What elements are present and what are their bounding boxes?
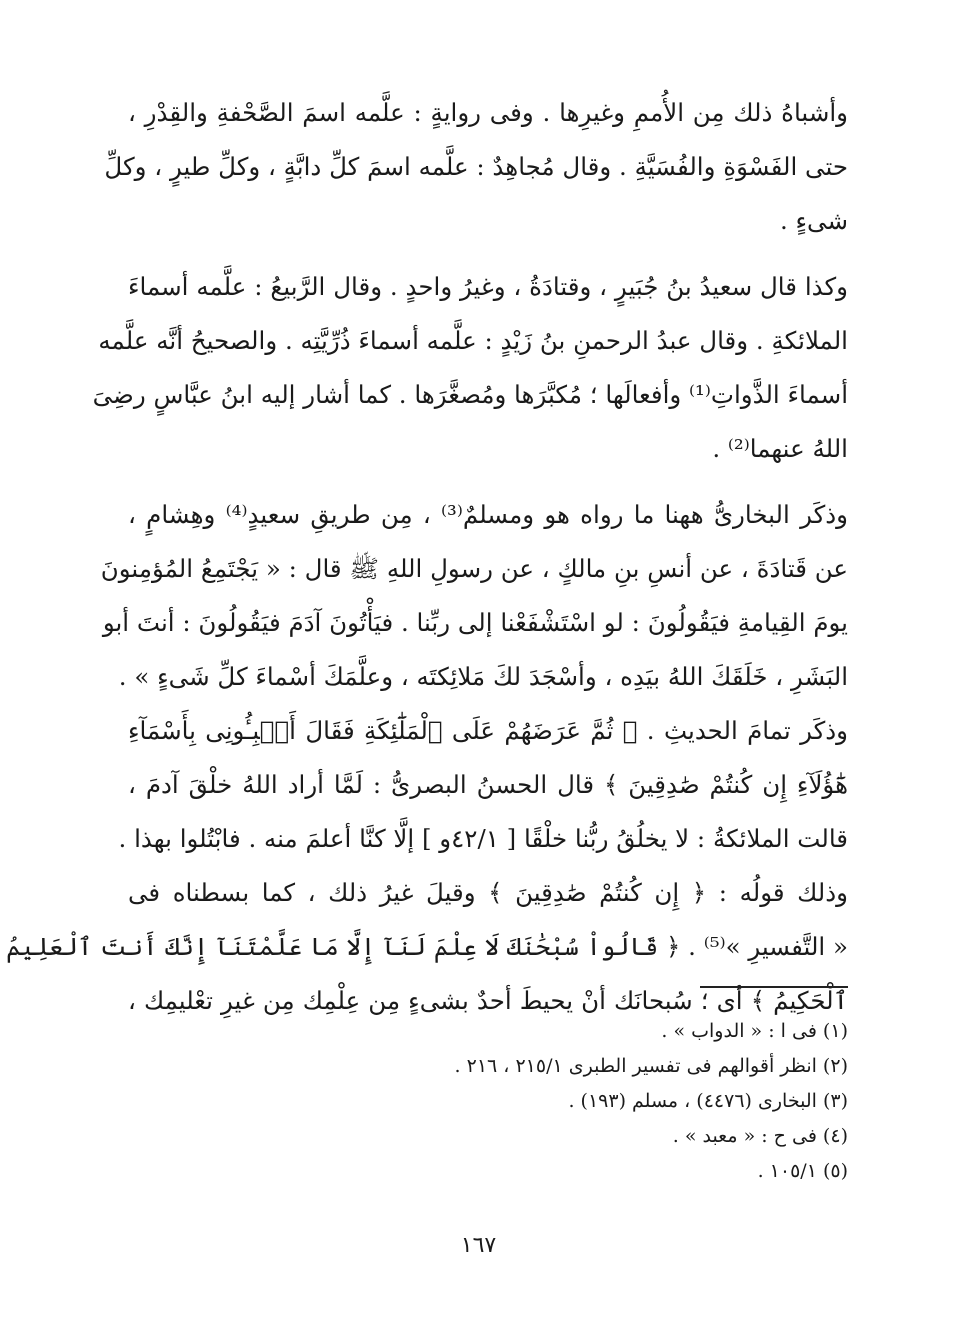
text-line: قالت الملائكةُ : لا يخلُقُ ربُّنا خلْقًا [ ٤٢/١و ] إلَّا كنَّا أعلمَ منه . فابْتُلوا بهذا . (118, 824, 848, 853)
text-line: « التَّفسيرِ »⁽⁵⁾ . ﴿ قَالُواْ سُبْحَٰنَكَ لَا عِلْمَ لَنَآ إِلَّا مَا عَلَّمْتَنَآ إِنَّكَ أَنتَ ٱلْعَلِيمُ (6, 932, 848, 961)
text-line: شىءٍ . (779, 206, 848, 235)
footnote: (١) فى ا : « الدواب » . (661, 1020, 848, 1042)
text-line: وذكَر تمامَ الحديثِ . ﴿ ثُمَّ عَرَضَهُمْ عَلَى ٱلْمَلَٰٓئِكَةِ فَقَالَ أَنۢبِـُٔونِى بِأَسْمَآءِ (128, 716, 848, 745)
footnotes (300, 1014, 848, 1189)
text-line: اللهُ عنهما⁽²⁾ . (712, 434, 848, 463)
text-line: حتى الفَسْوَةِ والفُسَيَّةِ . وقال مُجاهِدٌ : علَّمه اسمَ كلِّ دابَّةٍ ، وكلِّ طيرٍ ، وكلِّ (104, 152, 848, 181)
footnote: (٢) انظر أقوالهم فى تفسير الطبرى ٢١٥/١ ، ٢١٦ . (454, 1055, 848, 1077)
text-line: البَشَرِ ، خَلَقَكَ اللهُ بيَدِه ، وأسْجَدَ لكَ مَلائِكتَه ، وعلَّمَكَ أسْماءَ كلِّ شَىءٍ » . (118, 662, 848, 691)
text-line: وأشباهُ ذلك مِن الأُممِ وغيرِها . وفى روايةٍ : علَّمه اسمَ الصَّحْفةِ والقِدْرِ ، (128, 98, 848, 127)
footnote-divider (700, 986, 848, 988)
footnote: (٣) البخارى (٤٤٧٦) ، مسلم (١٩٣) . (568, 1090, 848, 1112)
paragraph-gap (128, 476, 848, 488)
text-line: وكذا قال سعيدُ بنُ جُبَيرٍ ، وقتادَةُ ، وغيرُ واحدٍ . وقال الرَّبيعُ : علَّمه أسماءَ (128, 272, 848, 301)
footnote: (٥) ١٠٥/١ . (757, 1160, 848, 1182)
text-line: وذكَر البخارىُّ ههنا ما رواه هو ومسلمٌ⁽³⁾ ، مِن طريقِ سعيدٍ⁽⁴⁾ وهِشامٍ ، (128, 500, 848, 529)
main-text (6, 86, 848, 1028)
paragraph (92, 260, 848, 476)
text-line: الملائكةِ . وقال عبدُ الرحمنِ بنُ زَيْدٍ : علَّمه أسماءَ ذُرِّيَّتِه . والصحيحُ أنَّه علَّمه (98, 326, 848, 355)
text-line: أسماءَ الذَّواتِ⁽¹⁾ وأفعالَها ؛ مُكبَّرَها ومُصغَّرَها . كما أشار إليه ابنُ عبَّاسٍ رضِىَ (92, 380, 848, 409)
text-line: وذلك قولُه : ﴿ إِن كُنتُمْ صَٰدِقِينَ ﴾ وقيلَ غيرُ ذلك ، كما بسطناه فى (128, 878, 848, 907)
paragraph (6, 488, 848, 1028)
page-number: ١٦٧ (460, 1233, 497, 1258)
footnote: (٤) فى ح : « معبد » . (672, 1125, 848, 1147)
paragraph (104, 86, 848, 248)
text-line: هَٰٓؤُلَآءِ إِن كُنتُمْ صَٰدِقِينَ ﴾ قال الحسنُ البصرىُّ : لَمَّا أراد اللهُ خلْقَ آدمَ ، (128, 770, 848, 799)
text-line: ٱلْحَكِيمُ ﴾ أى ؛ سُبحانَك أنْ يحيطَ أحدٌ بشىءٍ مِن عِلْمِك مِن غيرِ تعْليمِك ، (128, 986, 848, 1015)
text-line: يومَ القِيامةِ فيَقُولُونَ : لو اسْتَشْفَعْنا إلى ربِّنا . فيَأْتُونَ آدَمَ فيَقُولُونَ : أنتَ أبو (102, 608, 848, 637)
paragraph-gap (128, 248, 848, 260)
text-line: عن قَتادَةَ ، عن أنسِ بنِ مالكٍ ، عن رسولِ اللهِ ﷺ قال : « يَجْتَمِعُ المُؤمِنونَ (100, 554, 848, 583)
